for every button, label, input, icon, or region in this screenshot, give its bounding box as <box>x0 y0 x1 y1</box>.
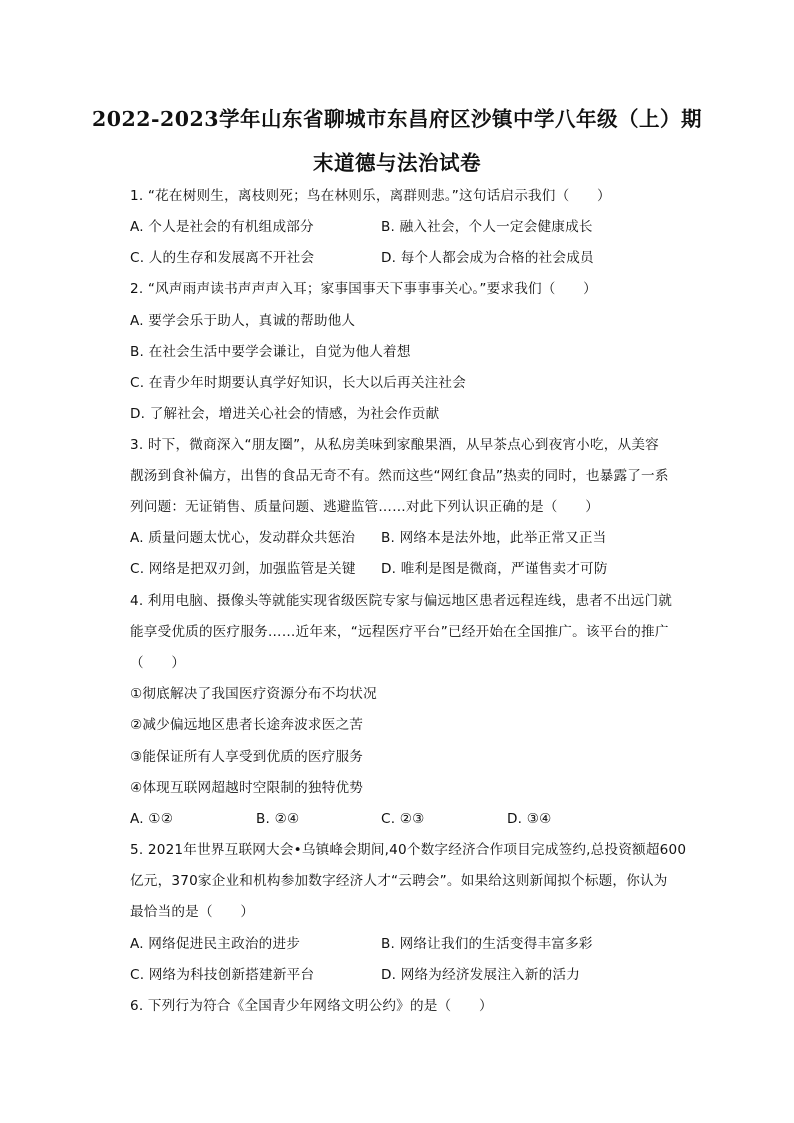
question-4-item-1: ①彻底解决了我国医疗资源分布不均状况 <box>130 686 377 702</box>
question-4-option-d: D. ③④ <box>507 811 552 827</box>
question-4-item-2: ②减少偏远地区患者长途奔波求医之苦 <box>130 717 364 733</box>
question-1-stem: 1. “花在树则生，离枝则死；鸟在林则乐，离群则悲。”这句话启示我们（ ） <box>130 188 611 204</box>
question-4-stem-line-2: 能享受优质的医疗服务……近年来，“远程医疗平台”已经开始在全国推广。该平台的推广 <box>130 624 669 640</box>
question-6-stem: 6. 下列行为符合《全国青少年网络文明公约》的是（ ） <box>130 998 493 1014</box>
question-2-option-b: B. 在社会生活中要学会谦让，自觉为他人着想 <box>130 344 411 360</box>
exam-title-line-1: 2022-2023学年山东省聊城市东昌府区沙镇中学八年级（上）期 <box>91 107 703 131</box>
question-3-option-b: B. 网络本是法外地，此举正常又正当 <box>381 530 607 546</box>
question-5-stem-line-1: 5. 2021年世界互联网大会•乌镇峰会期间,40个数字经济合作项目完成签约,总投资额超600 <box>130 842 687 858</box>
exam-title-line-2: 末道德与法治试卷 <box>313 151 481 175</box>
question-4-option-c: C. ②③ <box>381 811 425 827</box>
question-1-option-d: D. 每个人都会成为合格的社会成员 <box>381 250 594 266</box>
question-4-item-3: ③能保证所有人享受到优质的医疗服务 <box>130 749 364 765</box>
question-2-option-a: A. 要学会乐于助人，真诚的帮助他人 <box>130 313 356 329</box>
question-4-stem-line-3: （ ） <box>130 655 186 671</box>
question-4-option-a: A. ①② <box>130 811 174 827</box>
question-5-stem-line-2: 亿元，370家企业和机构参加数字经济人才“云聘会”。如果给这则新闻拟个标题，你认为 <box>130 873 668 889</box>
question-3-stem-line-3: 列问题：无证销售、质量问题、逃避监管……对此下列认识正确的是（ ） <box>130 499 599 515</box>
question-5-stem-line-3: 最恰当的是（ ） <box>130 904 255 920</box>
question-1-option-a: A. 个人是社会的有机组成部分 <box>130 219 314 235</box>
question-1-option-c: C. 人的生存和发展离不开社会 <box>130 250 315 266</box>
question-3-stem-line-2: 靓汤到食补偏方，出售的食品无奇不有。然而这些“网红食品”热卖的同时，也暴露了一系 <box>130 468 669 484</box>
question-3-option-a: A. 质量问题太忧心，发动群众共惩治 <box>130 530 356 546</box>
question-2-option-c: C. 在青少年时期要认真学好知识，长大以后再关注社会 <box>130 375 466 391</box>
question-3-option-d: D. 唯利是图是微商，严谨售卖才可防 <box>381 561 608 577</box>
question-5-option-b: B. 网络让我们的生活变得丰富多彩 <box>381 936 593 952</box>
question-4-option-b: B. ②④ <box>256 811 300 827</box>
question-5-option-d: D. 网络为经济发展注入新的活力 <box>381 967 581 983</box>
question-2-stem: 2. “风声雨声读书声声声入耳；家事国事天下事事事关心。”要求我们（ ） <box>130 281 597 297</box>
question-3-option-c: C. 网络是把双刃剑，加强监管是关键 <box>130 561 356 577</box>
question-5-option-c: C. 网络为科技创新搭建新平台 <box>130 967 315 983</box>
question-4-stem-line-1: 4. 利用电脑、摄像头等就能实现省级医院专家与偏远地区患者远程连线，患者不出远门就 <box>130 593 673 609</box>
question-1-option-b: B. 融入社会，个人一定会健康成长 <box>381 219 593 235</box>
question-5-option-a: A. 网络促进民主政治的进步 <box>130 936 301 952</box>
question-3-stem-line-1: 3. 时下，微商深入“朋友圈”，从私房美味到家酿果酒，从早茶点心到夜宵小吃，从美容 <box>130 437 659 453</box>
question-4-item-4: ④体现互联网超越时空限制的独特优势 <box>130 780 364 796</box>
question-2-option-d: D. 了解社会，增进关心社会的情感，为社会作贡献 <box>130 406 440 422</box>
